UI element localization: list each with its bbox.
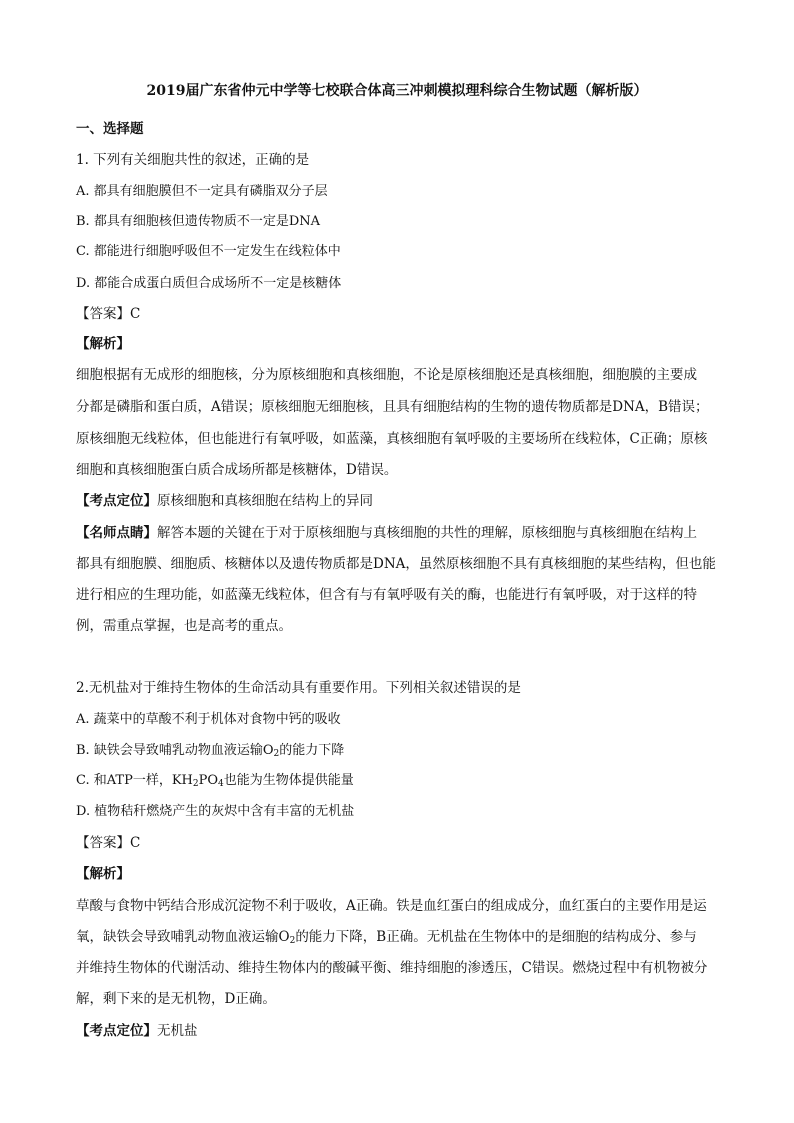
question-2-option-d: D. 植物秸秆燃烧产生的灰烬中含有丰富的无机盐	[76, 804, 355, 819]
kaodian-text: 无机盐	[157, 1023, 198, 1039]
question-1-mingshi-line: 都具有细胞膜、细胞质、核糖体以及遗传物质都是DNA，虽然原核细胞不具有真核细胞的某些结构，但也能	[76, 556, 716, 572]
question-2-analysis-label: 【解析】	[76, 866, 130, 882]
mingshi-label: 【名师点睛】	[76, 525, 157, 541]
question-2-stem: 2.无机盐对于维持生物体的生命活动具有重要作用。下列相关叙述错误的是	[76, 680, 521, 696]
question-1-stem: 1. 下列有关细胞共性的叙述，正确的是	[76, 152, 310, 168]
question-2-analysis-line: 解，剩下来的是无机物，D正确。	[76, 991, 276, 1007]
question-1-analysis-line: 细胞根据有无成形的细胞核，分为原核细胞和真核细胞，不论是原核细胞还是真核细胞，细胞膜的主要成	[76, 367, 697, 383]
question-1-option-c: C. 都能进行细胞呼吸但不一定发生在线粒体中	[76, 244, 341, 259]
question-2-option-a: A. 蔬菜中的草酸不利于机体对食物中钙的吸收	[76, 712, 341, 727]
question-1-option-b: B. 都具有细胞核但遗传物质不一定是DNA	[76, 214, 321, 229]
subscript: 2	[192, 779, 199, 789]
question-2-analysis-line	[76, 925, 726, 946]
question-1-mingshi-line: 例，需重点掌握，也是高考的重点。	[76, 618, 292, 634]
mingshi-text: 解答本题的关键在于对于原核细胞与真核细胞的共性的理解，原核细胞与真核细胞在结构上	[157, 525, 697, 541]
question-2-analysis-line: 草酸与食物中钙结合形成沉淀物不利于吸收，A正确。铁是血红蛋白的组成成分，血红蛋白的主要作用是运	[76, 898, 707, 914]
question-2-option-c	[76, 769, 726, 789]
question-2-kaodian	[76, 1019, 726, 1039]
question-2-answer: 【答案】C	[76, 835, 141, 851]
kaodian-label: 【考点定位】	[76, 493, 157, 509]
question-1-option-a: A. 都具有细胞膜但不一定具有磷脂双分子层	[76, 184, 328, 199]
document-title: 2019届广东省仲元中学等七校联合体高三冲刺模拟理科综合生物试题（解析版）	[146, 83, 648, 99]
option-b-text-end: 的能力下降	[279, 743, 345, 758]
question-1-analysis-label: 【解析】	[76, 336, 130, 352]
option-b-text: B. 缺铁会导致哺乳动物血液运输O	[76, 743, 274, 758]
subscript: 4	[218, 779, 224, 789]
subscript: 2	[273, 749, 280, 759]
analysis-text: 氧，缺铁会导致哺乳动物血液运输O	[76, 929, 290, 945]
question-2-analysis-line: 并维持生物体的代谢活动、维持生物体内的酸碱平衡、维持细胞的渗透压，C错误。燃烧过程中有机物被分	[76, 960, 708, 976]
question-1-option-d: D. 都能合成蛋白质但合成场所不一定是核糖体	[76, 276, 342, 291]
analysis-text-end: 的能力下降，B正确。无机盐在生物体中的是细胞的结构成分、参与	[295, 929, 697, 945]
question-2-option-b	[76, 739, 726, 759]
subscript: 2	[289, 936, 296, 946]
option-c-text: C. 和ATP一样，KH	[76, 773, 193, 788]
question-1-mingshi	[76, 521, 726, 541]
kaodian-label: 【考点定位】	[76, 1023, 157, 1039]
question-1-analysis-line: 分都是磷脂和蛋白质，A错误；原核细胞无细胞核，且具有细胞结构的生物的遗传物质都是DNA，B错误；	[76, 399, 709, 415]
question-1-kaodian	[76, 489, 726, 509]
question-1-analysis-line: 原核细胞无线粒体，但也能进行有氧呼吸，如蓝藻，真核细胞有氧呼吸的主要场所在线粒体，C正确；原核	[76, 431, 708, 447]
question-1-answer: 【答案】C	[76, 306, 141, 322]
option-c-text-end: 也能为生物体提供能量	[223, 773, 354, 788]
section-heading: 一、选择题	[76, 121, 144, 137]
question-1-analysis-line: 细胞和真核细胞蛋白质合成场所都是核糖体，D错误。	[76, 462, 398, 478]
option-c-formula: PO	[198, 773, 219, 788]
kaodian-text: 原核细胞和真核细胞在结构上的异同	[157, 493, 373, 509]
question-1-mingshi-line: 进行相应的生理功能，如蓝藻无线粒体，但含有与有氧呼吸有关的酶，也能进行有氧呼吸，对于这样的特	[76, 587, 697, 603]
